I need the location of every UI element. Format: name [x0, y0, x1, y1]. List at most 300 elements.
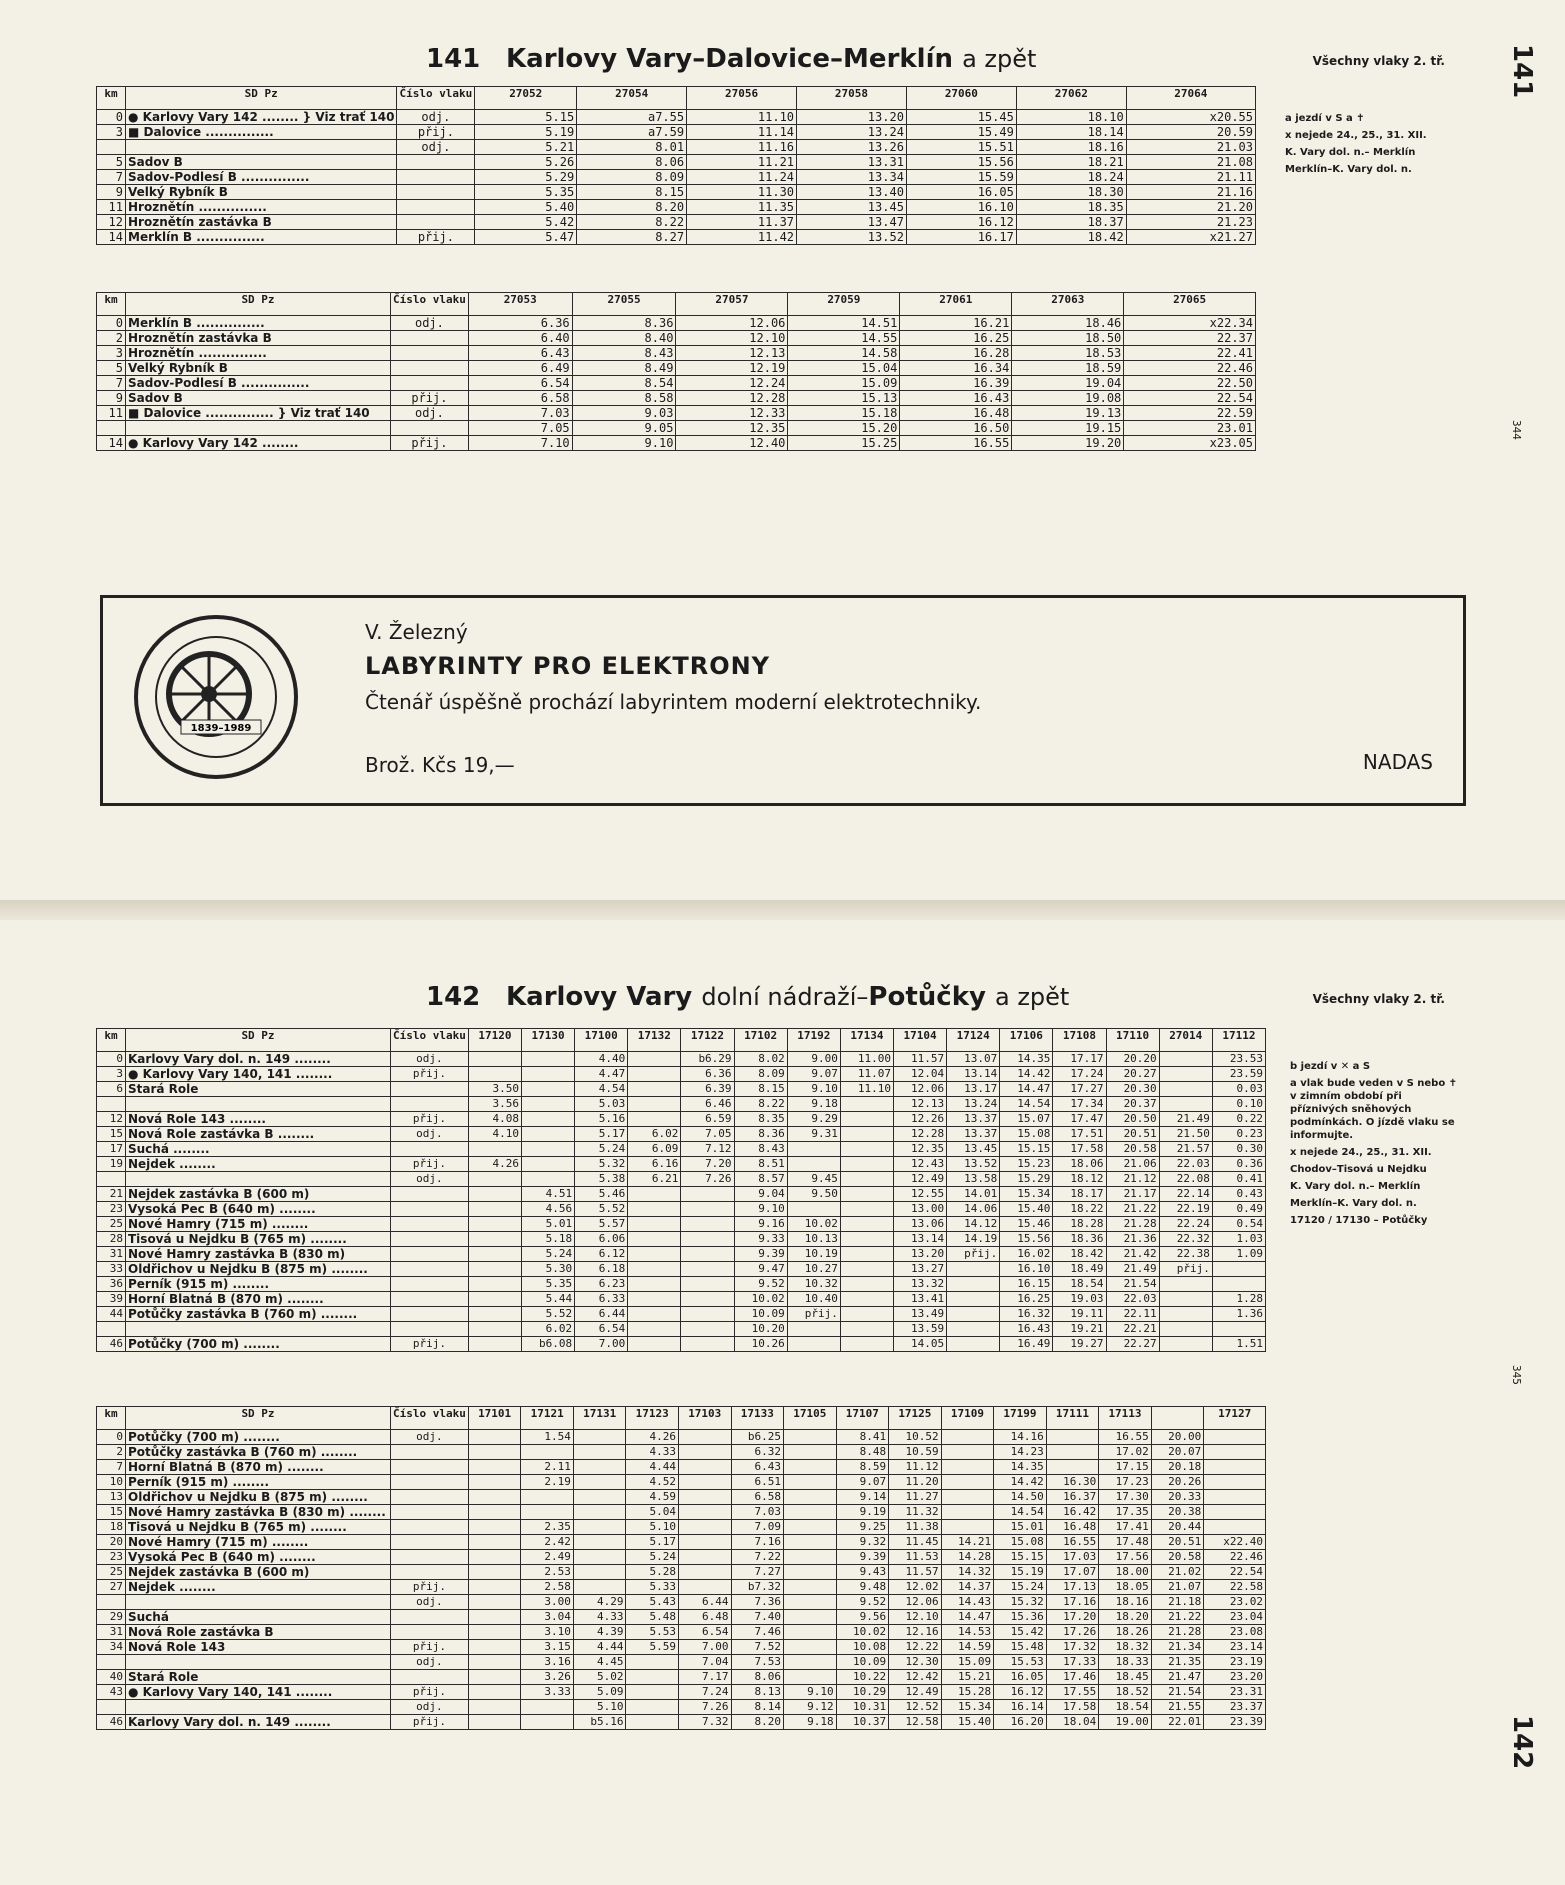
station-name: Tisová u Nejdku B (765 m) ........ — [126, 1520, 391, 1535]
train-number: 17103 — [678, 1407, 731, 1430]
arr-dep-mark — [391, 1217, 469, 1232]
time-cell — [678, 1550, 731, 1565]
time-cell: 21.49 — [1106, 1262, 1159, 1277]
time-cell — [941, 1460, 994, 1475]
station-name — [126, 1097, 391, 1112]
time-cell: 8.06 — [577, 155, 687, 170]
time-cell: 22.46 — [1124, 361, 1256, 376]
time-cell — [468, 1715, 521, 1730]
time-cell — [678, 1565, 731, 1580]
time-cell: 5.17 — [575, 1127, 628, 1142]
time-cell: 16.28 — [900, 346, 1012, 361]
time-cell: 12.10 — [889, 1610, 942, 1625]
time-cell: 22.58 — [1204, 1580, 1266, 1595]
time-cell: 21.17 — [1106, 1187, 1159, 1202]
time-cell: 4.33 — [626, 1445, 679, 1460]
route-number: 142 — [426, 982, 481, 1012]
time-cell — [784, 1655, 837, 1670]
time-cell: 21.22 — [1106, 1202, 1159, 1217]
table-row — [97, 1277, 1266, 1292]
time-cell — [521, 1490, 574, 1505]
time-cell: 12.02 — [889, 1580, 942, 1595]
route-title: Karlovy Vary–Dalovice–Merklín a zpět — [506, 44, 1037, 74]
station-name — [126, 421, 391, 436]
station-name — [126, 1655, 391, 1670]
arr-dep-mark — [391, 1232, 469, 1247]
time-cell: 12.06 — [893, 1082, 946, 1097]
legend-item: Merklín–K. Vary dol. n. — [1285, 164, 1412, 175]
time-cell — [784, 1550, 837, 1565]
time-cell — [468, 1685, 521, 1700]
time-cell: 18.37 — [1016, 215, 1126, 230]
km-cell — [97, 1172, 126, 1187]
station-name: Horní Blatná B (870 m) ........ — [126, 1460, 391, 1475]
time-cell: 8.41 — [836, 1430, 889, 1445]
time-cell: 8.59 — [836, 1460, 889, 1475]
time-cell — [573, 1505, 626, 1520]
time-cell — [678, 1535, 731, 1550]
km-cell: 27 — [97, 1580, 126, 1595]
book-title: LABYRINTY PRO ELEKTRONY — [365, 652, 771, 680]
time-cell — [681, 1277, 734, 1292]
time-cell — [1046, 1460, 1099, 1475]
time-cell: 2.11 — [521, 1460, 574, 1475]
time-cell: 22.54 — [1204, 1565, 1266, 1580]
time-cell: 22.27 — [1106, 1337, 1159, 1352]
km-cell: 15 — [97, 1127, 126, 1142]
time-cell: 10.52 — [889, 1430, 942, 1445]
time-cell: 13.14 — [947, 1067, 1000, 1082]
time-cell: x22.40 — [1204, 1535, 1266, 1550]
time-cell: 18.16 — [1016, 140, 1126, 155]
km-cell: 0 — [97, 316, 126, 331]
time-cell — [787, 1142, 840, 1157]
time-cell: 21.49 — [1159, 1112, 1212, 1127]
station-name: Perník (915 m) ........ — [126, 1277, 391, 1292]
time-cell: 21.23 — [1126, 215, 1255, 230]
time-cell — [784, 1595, 837, 1610]
time-cell: 5.35 — [475, 185, 577, 200]
time-cell: 14.47 — [1000, 1082, 1053, 1097]
time-cell — [468, 1475, 521, 1490]
time-cell: 20.59 — [1126, 125, 1255, 140]
time-cell: 10.02 — [734, 1292, 787, 1307]
time-cell: 17.23 — [1099, 1475, 1152, 1490]
table-row — [97, 1715, 1266, 1730]
arr-dep-mark — [391, 1520, 469, 1535]
station-name: Nejdek ........ — [126, 1157, 391, 1172]
km-cell: 29 — [97, 1610, 126, 1625]
arr-dep-mark — [391, 1625, 469, 1640]
time-cell: 12.13 — [893, 1097, 946, 1112]
time-cell: 21.35 — [1151, 1655, 1204, 1670]
table-row — [97, 1490, 1266, 1505]
time-cell: 9.39 — [734, 1247, 787, 1262]
km-cell: 23 — [97, 1550, 126, 1565]
time-cell: 15.29 — [1000, 1172, 1053, 1187]
time-cell — [678, 1505, 731, 1520]
time-cell: 12.16 — [889, 1625, 942, 1640]
time-cell — [468, 1172, 521, 1187]
train-number: 27054 — [577, 87, 687, 110]
time-cell: 9.29 — [787, 1112, 840, 1127]
time-cell — [681, 1262, 734, 1277]
station-name: Nejdek ........ — [126, 1580, 391, 1595]
time-cell — [784, 1670, 837, 1685]
time-cell: 6.02 — [628, 1127, 681, 1142]
table-row — [97, 1337, 1266, 1352]
time-cell — [1204, 1490, 1266, 1505]
time-cell — [1159, 1052, 1212, 1067]
time-cell: 9.43 — [836, 1565, 889, 1580]
time-cell: 13.41 — [893, 1292, 946, 1307]
time-cell — [681, 1187, 734, 1202]
train-number: 17109 — [941, 1407, 994, 1430]
time-cell: 4.51 — [522, 1187, 575, 1202]
table-row — [97, 1307, 1266, 1322]
time-cell — [1212, 1262, 1265, 1277]
time-cell: 17.46 — [1046, 1670, 1099, 1685]
time-cell: 15.48 — [994, 1640, 1047, 1655]
time-cell: 10.27 — [787, 1262, 840, 1277]
header-row — [97, 87, 1256, 110]
time-cell: 13.47 — [797, 215, 907, 230]
train-number: 17112 — [1212, 1029, 1265, 1052]
time-cell: 6.12 — [575, 1247, 628, 1262]
table-row — [97, 1082, 1266, 1097]
time-cell: 22.11 — [1106, 1307, 1159, 1322]
time-cell — [784, 1505, 837, 1520]
time-cell: 5.24 — [575, 1142, 628, 1157]
time-cell — [468, 1640, 521, 1655]
timetable-142-outbound — [96, 1028, 1266, 1352]
time-cell: 20.58 — [1106, 1142, 1159, 1157]
time-cell: 12.28 — [893, 1127, 946, 1142]
time-cell: 14.53 — [941, 1625, 994, 1640]
km-cell: 23 — [97, 1202, 126, 1217]
time-cell: 16.05 — [906, 185, 1016, 200]
km-cell: 44 — [97, 1307, 126, 1322]
arr-dep-mark: přij. — [391, 1157, 469, 1172]
train-number: 27061 — [900, 293, 1012, 316]
arr-dep-mark: odj. — [391, 406, 469, 421]
time-cell: 8.54 — [572, 376, 676, 391]
legend-item: a jezdí v S a ✝ — [1285, 113, 1365, 124]
time-cell: 23.04 — [1204, 1610, 1266, 1625]
time-cell: 9.56 — [836, 1610, 889, 1625]
arr-dep-mark — [391, 1262, 469, 1277]
time-cell: 9.50 — [787, 1187, 840, 1202]
time-cell: 13.32 — [893, 1277, 946, 1292]
time-cell: 15.21 — [941, 1670, 994, 1685]
time-cell: 8.06 — [731, 1670, 784, 1685]
km-cell: 14 — [97, 230, 126, 245]
train-number: 27065 — [1124, 293, 1256, 316]
time-cell: 2.35 — [521, 1520, 574, 1535]
route-142-header — [96, 978, 1455, 1018]
time-cell: 21.57 — [1159, 1142, 1212, 1157]
arr-dep-mark: odj. — [391, 1127, 469, 1142]
time-cell: 12.35 — [676, 421, 788, 436]
station-name: Nové Hamry (715 m) ........ — [126, 1535, 391, 1550]
station-name: ● Karlovy Vary 142 ........ } Viz trať 140 — [126, 110, 397, 125]
table-row — [97, 170, 1256, 185]
time-cell — [1159, 1292, 1212, 1307]
time-cell — [522, 1112, 575, 1127]
train-number: 17130 — [522, 1029, 575, 1052]
time-cell: 7.26 — [678, 1700, 731, 1715]
station-name: Hroznětín ............... — [126, 346, 391, 361]
time-cell — [468, 1217, 521, 1232]
time-cell: 6.58 — [731, 1490, 784, 1505]
time-cell: 0.30 — [1212, 1142, 1265, 1157]
time-cell — [941, 1505, 994, 1520]
time-cell: 8.36 — [734, 1127, 787, 1142]
time-cell: 5.18 — [522, 1232, 575, 1247]
time-cell: 6.16 — [628, 1157, 681, 1172]
table-row — [97, 185, 1256, 200]
legend-item: K. Vary dol. n.– Merklín — [1285, 147, 1416, 158]
time-cell — [678, 1520, 731, 1535]
time-cell — [628, 1292, 681, 1307]
time-cell — [840, 1187, 893, 1202]
time-cell: 20.37 — [1106, 1097, 1159, 1112]
time-cell — [1212, 1322, 1265, 1337]
time-cell — [468, 1610, 521, 1625]
station-name: Vysoká Pec B (640 m) ........ — [126, 1202, 391, 1217]
time-cell: 17.13 — [1046, 1580, 1099, 1595]
table-row — [97, 1640, 1266, 1655]
time-cell: 5.21 — [475, 140, 577, 155]
time-cell: 11.35 — [687, 200, 797, 215]
time-cell: 6.02 — [522, 1322, 575, 1337]
time-cell — [628, 1082, 681, 1097]
time-cell: 11.24 — [687, 170, 797, 185]
station-name — [126, 140, 397, 155]
time-cell: 17.30 — [1099, 1490, 1152, 1505]
time-cell: 5.03 — [575, 1097, 628, 1112]
time-cell — [681, 1337, 734, 1352]
time-cell: 15.24 — [994, 1580, 1047, 1595]
time-cell: 17.41 — [1099, 1520, 1152, 1535]
time-cell — [573, 1430, 626, 1445]
time-cell — [573, 1475, 626, 1490]
arr-dep-mark — [391, 1277, 469, 1292]
time-cell — [784, 1535, 837, 1550]
station-name: Karlovy Vary dol. n. 149 ........ — [126, 1715, 391, 1730]
time-cell — [941, 1430, 994, 1445]
time-cell — [468, 1247, 521, 1262]
km-cell: 3 — [97, 346, 126, 361]
time-cell: 13.58 — [947, 1172, 1000, 1187]
station-name: Tisová u Nejdku B (765 m) ........ — [126, 1232, 391, 1247]
km-cell: 0 — [97, 110, 126, 125]
time-cell: 6.06 — [575, 1232, 628, 1247]
arr-dep-mark: přij. — [391, 1715, 469, 1730]
time-cell — [628, 1112, 681, 1127]
station-name — [126, 1172, 391, 1187]
time-cell: 1.36 — [1212, 1307, 1265, 1322]
legend-142 — [1290, 1060, 1460, 1231]
time-cell: 8.15 — [577, 185, 687, 200]
time-cell — [521, 1700, 574, 1715]
station-name: Stará Role — [126, 1670, 391, 1685]
time-cell — [941, 1520, 994, 1535]
station-name: Horní Blatná B (870 m) ........ — [126, 1292, 391, 1307]
legend-item: Merklín–K. Vary dol. n. — [1290, 1198, 1417, 1209]
time-cell — [840, 1112, 893, 1127]
time-cell: 17.07 — [1046, 1565, 1099, 1580]
km-cell: 46 — [97, 1715, 126, 1730]
book-advertisement — [100, 595, 1466, 806]
time-cell: 23.37 — [1204, 1700, 1266, 1715]
time-cell: 3.33 — [521, 1685, 574, 1700]
time-cell: 9.10 — [787, 1082, 840, 1097]
time-cell — [840, 1157, 893, 1172]
time-cell: 15.08 — [1000, 1127, 1053, 1142]
time-cell: 7.09 — [731, 1520, 784, 1535]
time-cell: 12.26 — [893, 1112, 946, 1127]
km-cell: 14 — [97, 436, 126, 451]
time-cell: 6.59 — [681, 1112, 734, 1127]
legend-item: x nejede 24., 25., 31. XII. — [1285, 130, 1427, 141]
train-number: 27058 — [797, 87, 907, 110]
time-cell — [626, 1670, 679, 1685]
time-cell: 6.36 — [681, 1067, 734, 1082]
page-345 — [0, 920, 1565, 1885]
time-cell: 0.10 — [1212, 1097, 1265, 1112]
time-cell: 23.39 — [1204, 1715, 1266, 1730]
time-cell — [840, 1232, 893, 1247]
time-cell — [678, 1445, 731, 1460]
time-cell: 13.49 — [893, 1307, 946, 1322]
time-cell: 21.08 — [1126, 155, 1255, 170]
time-cell — [468, 1202, 521, 1217]
train-number: 27057 — [676, 293, 788, 316]
time-cell: 12.06 — [676, 316, 788, 331]
table-row — [97, 215, 1256, 230]
time-cell — [840, 1292, 893, 1307]
time-cell: 18.24 — [1016, 170, 1126, 185]
time-cell: 18.14 — [1016, 125, 1126, 140]
time-cell: 20.51 — [1151, 1535, 1204, 1550]
time-cell: 13.27 — [893, 1262, 946, 1277]
table-row — [97, 1232, 1266, 1247]
table-row — [97, 421, 1256, 436]
table-row — [97, 1430, 1266, 1445]
time-cell: 17.48 — [1099, 1535, 1152, 1550]
time-cell: 12.55 — [893, 1187, 946, 1202]
time-cell: 6.40 — [468, 331, 572, 346]
time-cell: 10.31 — [836, 1700, 889, 1715]
time-cell: 17.02 — [1099, 1445, 1152, 1460]
time-cell: 9.14 — [836, 1490, 889, 1505]
time-cell — [1159, 1082, 1212, 1097]
train-number: 17125 — [889, 1407, 942, 1430]
station-name: Potůčky (700 m) ........ — [126, 1430, 391, 1445]
legend-item: K. Vary dol. n.– Merklín — [1290, 1181, 1421, 1192]
time-cell: 0.22 — [1212, 1112, 1265, 1127]
time-cell: x21.27 — [1126, 230, 1255, 245]
time-cell: 23.31 — [1204, 1685, 1266, 1700]
time-cell: 16.12 — [906, 215, 1016, 230]
time-cell: 8.14 — [731, 1700, 784, 1715]
time-cell: 18.32 — [1099, 1640, 1152, 1655]
time-cell: 11.53 — [889, 1550, 942, 1565]
time-cell: 20.27 — [1106, 1067, 1159, 1082]
time-cell: 14.19 — [947, 1232, 1000, 1247]
arr-dep-mark — [391, 421, 469, 436]
km-cell: 43 — [97, 1685, 126, 1700]
train-number: 17104 — [893, 1029, 946, 1052]
table-row — [97, 1565, 1266, 1580]
station-name: Oldřichov u Nejdku B (875 m) ........ — [126, 1490, 391, 1505]
time-cell: 1.51 — [1212, 1337, 1265, 1352]
time-cell: 21.28 — [1106, 1217, 1159, 1232]
station-name: Stará Role — [126, 1082, 391, 1097]
time-cell: 12.30 — [889, 1655, 942, 1670]
station-name: Suchá — [126, 1610, 391, 1625]
table-row — [97, 346, 1256, 361]
time-cell: 4.54 — [575, 1082, 628, 1097]
time-cell: 18.42 — [1016, 230, 1126, 245]
time-cell: 16.10 — [1000, 1262, 1053, 1277]
time-cell — [468, 1490, 521, 1505]
time-cell: 20.30 — [1106, 1082, 1159, 1097]
time-cell: 8.20 — [731, 1715, 784, 1730]
time-cell: 12.28 — [676, 391, 788, 406]
time-cell: 9.12 — [784, 1700, 837, 1715]
time-cell: 5.16 — [575, 1112, 628, 1127]
time-cell — [840, 1247, 893, 1262]
km-cell: 28 — [97, 1232, 126, 1247]
time-cell: 9.07 — [836, 1475, 889, 1490]
time-cell: 15.08 — [994, 1535, 1047, 1550]
arr-dep-mark: přij. — [391, 1067, 469, 1082]
time-cell — [468, 1307, 521, 1322]
time-cell: 5.09 — [573, 1685, 626, 1700]
side-route-number: 142 — [1507, 1715, 1537, 1770]
time-cell: 16.43 — [900, 391, 1012, 406]
time-cell: 4.56 — [522, 1202, 575, 1217]
time-cell: 5.53 — [626, 1625, 679, 1640]
time-cell: 16.55 — [900, 436, 1012, 451]
time-cell: 12.04 — [893, 1067, 946, 1082]
time-cell: 6.48 — [678, 1610, 731, 1625]
train-number: 17113 — [1099, 1407, 1152, 1430]
time-cell: 16.05 — [994, 1670, 1047, 1685]
time-cell: 21.07 — [1151, 1580, 1204, 1595]
time-cell — [522, 1082, 575, 1097]
time-cell: 15.18 — [788, 406, 900, 421]
time-cell — [678, 1475, 731, 1490]
station-name: Potůčky zastávka B (760 m) ........ — [126, 1445, 391, 1460]
train-number: 17122 — [681, 1029, 734, 1052]
station-name: Nové Hamry zastávka B (830 m) — [126, 1247, 391, 1262]
time-cell: 7.24 — [678, 1685, 731, 1700]
km-cell: 13 — [97, 1490, 126, 1505]
station-name — [126, 1595, 391, 1610]
time-cell: 13.07 — [947, 1052, 1000, 1067]
time-cell — [628, 1322, 681, 1337]
time-cell: 7.00 — [575, 1337, 628, 1352]
time-cell: 17.33 — [1046, 1655, 1099, 1670]
time-cell — [468, 1292, 521, 1307]
time-cell: 7.03 — [468, 406, 572, 421]
time-cell: 7.53 — [731, 1655, 784, 1670]
table-row — [97, 1067, 1266, 1082]
station-name: Nová Role zastávka B ........ — [126, 1127, 391, 1142]
